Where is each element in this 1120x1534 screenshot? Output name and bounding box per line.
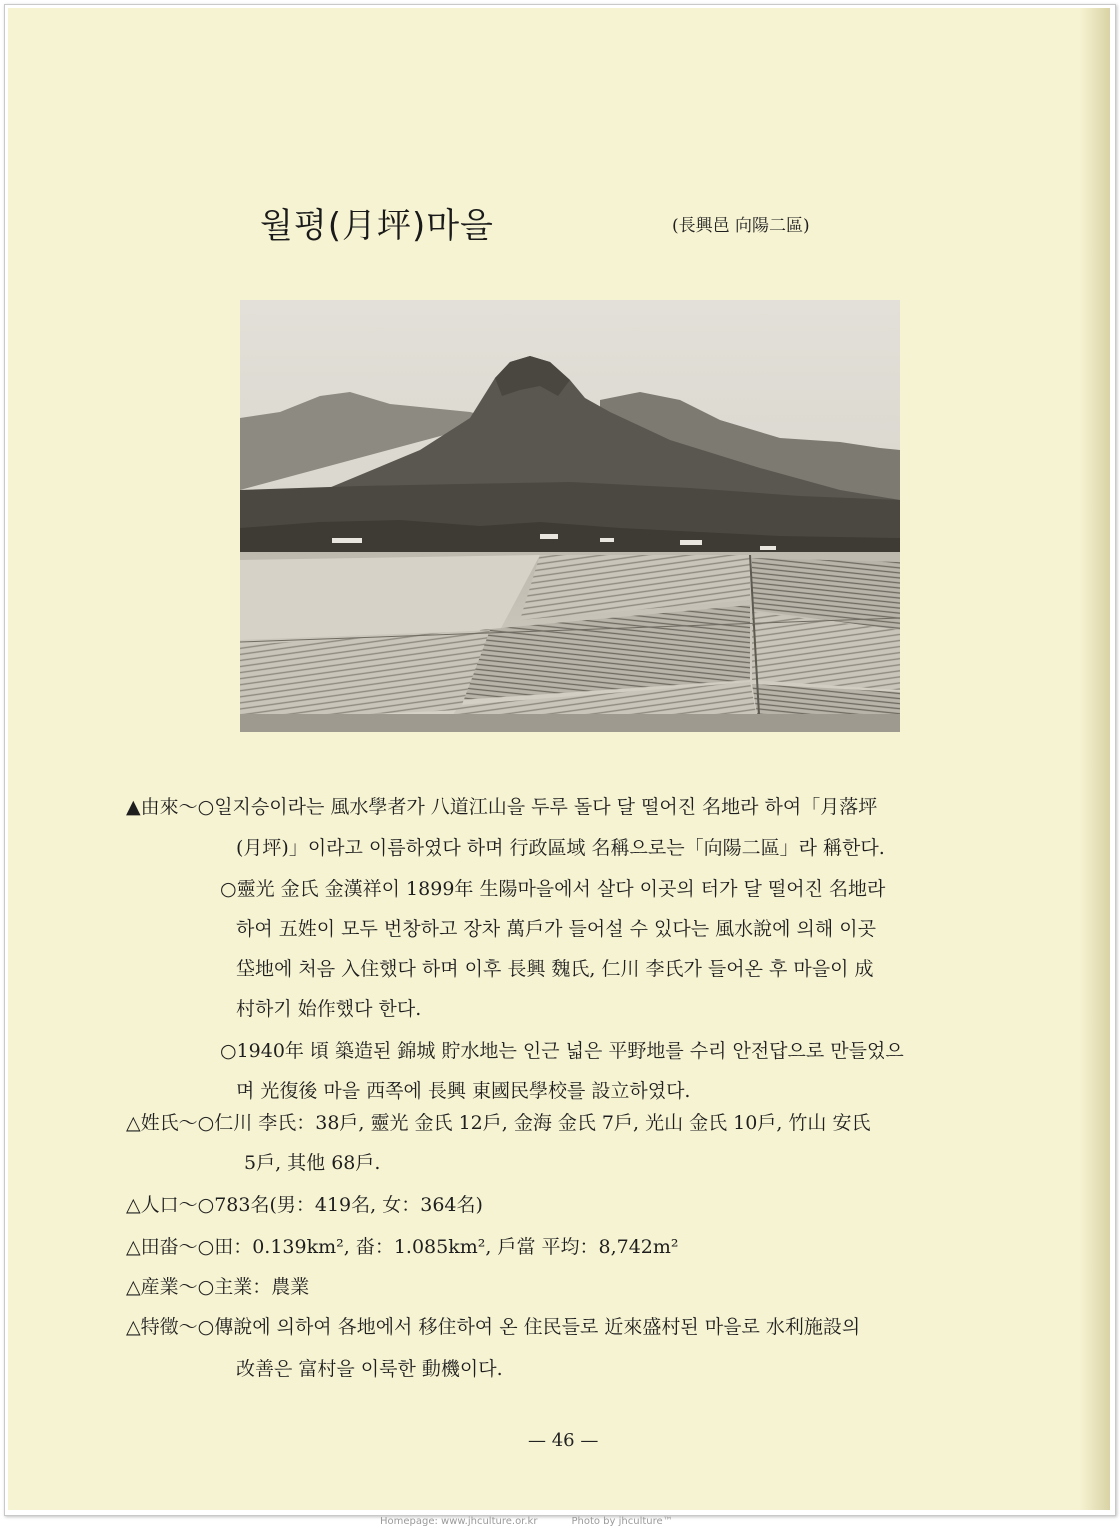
entry-line: ○田：0.139km², 畓：1.085km², 戶當 平均：8,742m² xyxy=(197,1236,679,1258)
entry-line: 며 光復後 마을 西쪽에 長興 東國民學校를 設立하였다. xyxy=(236,1080,691,1102)
entry-line: ○783名(男：419名, 女：364名) xyxy=(197,1194,483,1216)
entry-label-origin: ▲由來～ xyxy=(126,796,198,818)
entry-industry xyxy=(126,1272,309,1299)
footer-homepage: Homepage: www.jhculture.or.kr xyxy=(380,1516,538,1527)
entry-line: 5戶, 其他 68戶. xyxy=(244,1152,381,1174)
entry-surnames xyxy=(126,1108,870,1135)
landscape-photo xyxy=(240,300,900,732)
entry-line: ○仁川 李氏：38戶, 靈光 金氏 12戶, 金海 金氏 7戶, 光山 金氏 10戶, 竹山 安氏 xyxy=(197,1112,871,1134)
entry-label-features: △特徵～ xyxy=(126,1316,198,1338)
entry-line: ○일지승이라는 風水學者가 八道江山을 두루 돌다 달 떨어진 名地라 하여「月落坪 xyxy=(197,796,878,818)
document-page xyxy=(8,8,1110,1510)
page-title: 월평(月坪)마을 xyxy=(260,206,494,246)
page-subtitle: (長興邑 向陽二區) xyxy=(672,216,810,236)
entry-line: ○傳說에 의하여 各地에서 移住하여 온 住民들로 近來盛村된 마을로 水利施設의 xyxy=(197,1316,861,1338)
footer-photo-credit: Photo by jhculture™ xyxy=(571,1516,673,1527)
entry-line: ○1940年 頃 築造된 錦城 貯水地는 인근 넓은 平野地를 수리 안전답으로 만들었으 xyxy=(220,1040,904,1062)
entry-line: (月坪)」이라고 이름하였다 하며 行政區域 名稱으로는「向陽二區」라 稱한다. xyxy=(236,837,885,859)
entry-label-population: △人口～ xyxy=(126,1194,198,1216)
entry-label-farmland: △田畓～ xyxy=(126,1236,198,1258)
footer-credits xyxy=(380,1516,673,1527)
entry-population xyxy=(126,1190,483,1217)
entry-line: ○主業：農業 xyxy=(197,1276,310,1298)
entry-origin xyxy=(126,792,877,819)
entry-line: 하여 五姓이 모두 번창하고 장차 萬戶가 들어설 수 있다는 風水說에 의해 이곳 xyxy=(236,918,876,940)
entry-farmland xyxy=(126,1232,679,1259)
title-row xyxy=(260,198,860,254)
mountain-photo-icon xyxy=(240,300,900,732)
entry-line: ○靈光 金氏 金漢祥이 1899年 生陽마을에서 살다 이곳의 터가 달 떨어진 名地라 xyxy=(220,878,886,900)
entry-line: 村하기 始作했다 한다. xyxy=(236,998,422,1020)
entry-line: 改善은 富村을 이룩한 動機이다. xyxy=(236,1358,503,1380)
entry-label-surnames: △姓氏～ xyxy=(126,1112,198,1134)
entry-label-industry: △産業～ xyxy=(126,1276,198,1298)
page-number: — 46 — xyxy=(528,1430,599,1451)
entry-line: 垈地에 처음 入住했다 하며 이후 長興 魏氏, 仁川 李氏가 들어온 후 마을이 成 xyxy=(236,958,874,980)
entry-features xyxy=(126,1312,860,1339)
